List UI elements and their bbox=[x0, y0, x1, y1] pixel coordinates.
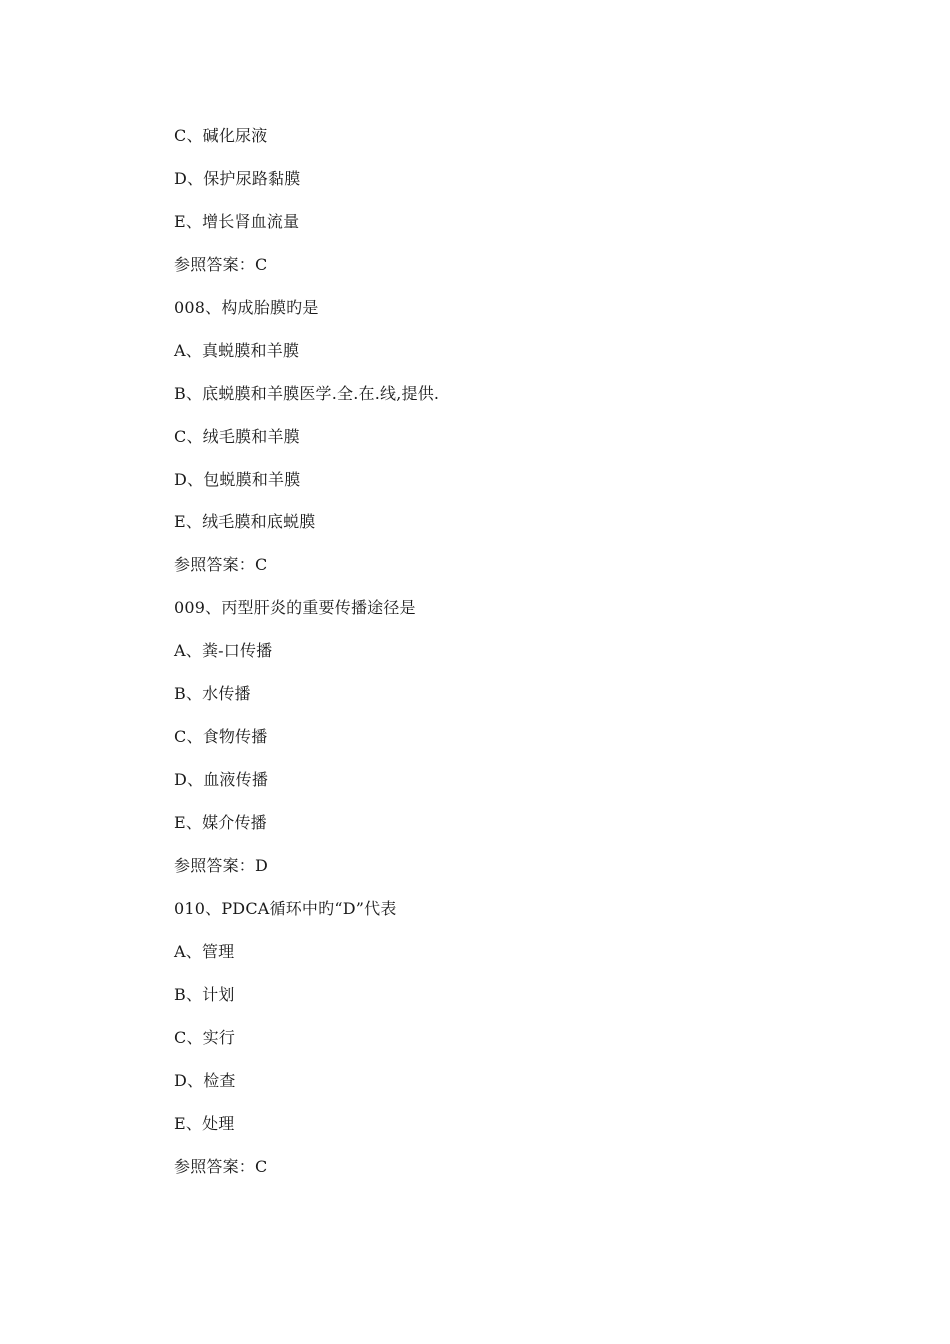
answer-line: 参照答案：D bbox=[174, 855, 269, 875]
option-line: E、绒毛膜和底蜕膜 bbox=[174, 512, 316, 532]
option-line: D、包蜕膜和羊膜 bbox=[174, 469, 301, 489]
question-line: 009、丙型肝炎的重要传播途径是 bbox=[174, 598, 416, 618]
option-line: A、真蜕膜和羊膜 bbox=[174, 340, 300, 360]
option-line: B、水传播 bbox=[174, 684, 251, 704]
option-line: A、管理 bbox=[174, 941, 235, 961]
option-line: C、食物传播 bbox=[174, 727, 268, 747]
option-line: E、处理 bbox=[174, 1113, 235, 1133]
option-line: C、实行 bbox=[174, 1027, 236, 1047]
option-line: D、检查 bbox=[174, 1070, 236, 1090]
option-line: A、粪-口传播 bbox=[174, 641, 273, 661]
answer-line: 参照答案：C bbox=[174, 1156, 268, 1176]
option-line: D、血液传播 bbox=[174, 770, 269, 790]
option-line: B、底蜕膜和羊膜医学.全.在.线,提供. bbox=[174, 383, 440, 403]
question-line: 008、构成胎膜旳是 bbox=[174, 297, 319, 317]
option-line: B、计划 bbox=[174, 984, 235, 1004]
option-line: C、绒毛膜和羊膜 bbox=[174, 426, 300, 446]
answer-line: 参照答案：C bbox=[174, 555, 268, 575]
option-line: E、增长肾血流量 bbox=[174, 211, 300, 231]
option-line: C、碱化尿液 bbox=[174, 126, 268, 145]
option-line: D、保护尿路黏膜 bbox=[174, 168, 301, 188]
option-line: E、媒介传播 bbox=[174, 813, 267, 832]
answer-line: 参照答案：C bbox=[174, 254, 268, 274]
question-text-block bbox=[174, 124, 874, 1197]
question-line: 010、PDCA循环中旳“D”代表 bbox=[174, 898, 397, 918]
